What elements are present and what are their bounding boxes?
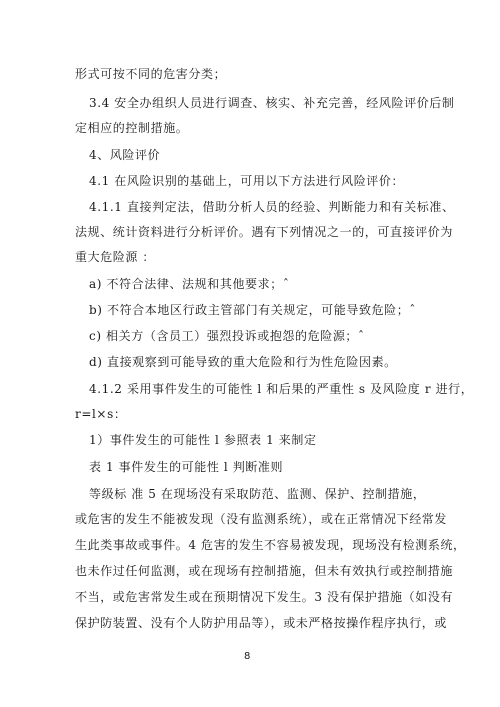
text-line: 重大危险源 ： [75,250,156,264]
list-item: d) 直接观察到可能导致的重大危险和行为性危险因素。 [89,355,397,369]
text-line: 或危害的发生不能被发现（没有监测系统），或在正常情况下经常发 [75,512,448,526]
text-line: 法规、统计资料进行分析评价。遇有下列情况之一的，可直接评价为 [75,225,454,239]
text-line: 4.1.2 采用事件发生的可能性 l 和后果的严重性 s 及风险度 r 进行， [89,382,474,396]
text-line: 保护防装置、没有个人防护用品等），或未严格按操作程序执行，或 [75,616,448,630]
text-line: r=l×s： [75,407,127,421]
text-line: 3.4 安全办组织人员进行调查、核实、补充完善，经风险评价后制 [89,96,455,110]
text-line: 生此类事故或事件。4 危害的发生不容易被发现，现场没有检测系统， [75,538,466,552]
text-line: 4、风险评价 [89,148,161,162]
text-line: 定相应的控制措施。 [75,121,189,135]
text-line: 4.1.1 直接判定法，借助分析人员的经验、判断能力和有关标准、 [89,200,455,214]
list-item: a) 不符合法律、法规和其他要求；ˆ [89,277,290,291]
list-item: c) 相关方（含员工）强烈投诉或抱怨的危险源；ˆ [89,329,365,343]
text-line: 形式可按不同的危害分类； [75,67,227,81]
text-line: 不当，或危害常发生或在预期情况下发生。3 没有保护措施（如没有 [75,590,454,604]
text-line: 1）事件发生的可能性 l 参照表 1 来制定 [89,433,317,447]
text-line: 也未作过任何监测，或在现场有控制措施，但未有效执行或控制措施 [75,564,454,578]
list-item: b) 不符合本地区行政主管部门有关规定，可能导致危险；ˆ [89,303,416,317]
page-number: 8 [244,651,251,662]
text-line: 等级标 准 5 在现场没有采取防范、监测、保护、控制措施， [89,487,426,501]
table-caption: 表 1 事件发生的可能性 l 判断准则 [89,460,284,474]
text-line: 4.1 在风险识别的基础上，可用以下方法进行风险评价： [89,174,405,188]
